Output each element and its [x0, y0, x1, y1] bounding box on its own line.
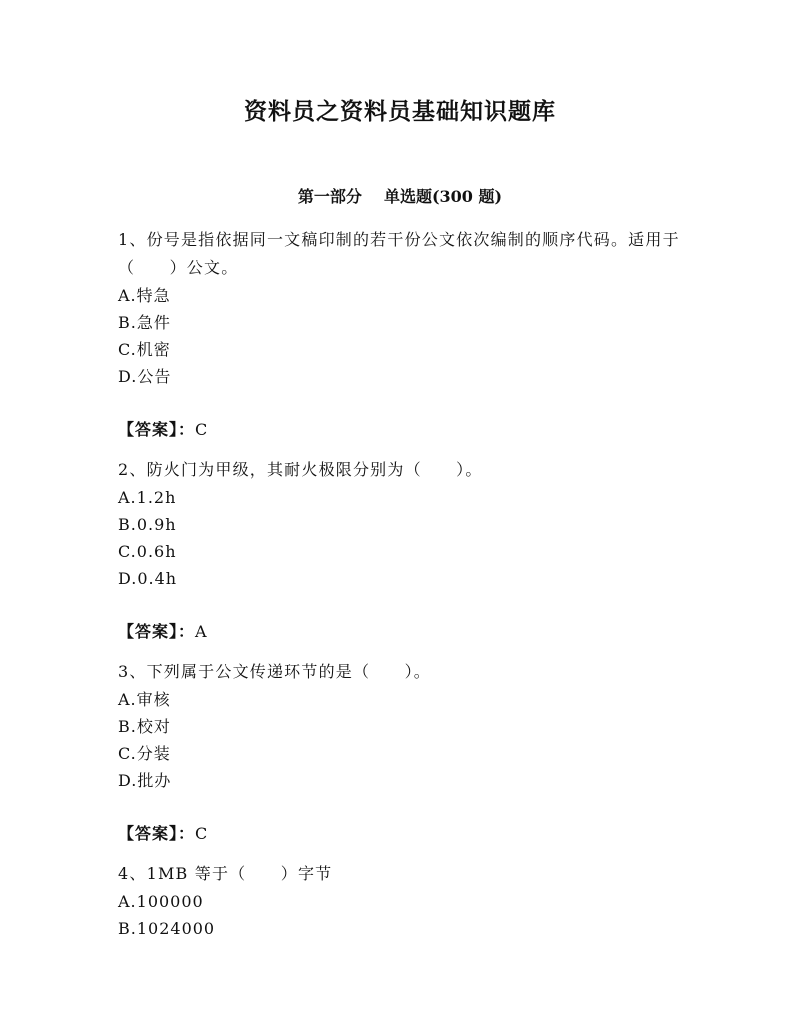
option-a: A.100000: [118, 892, 204, 911]
document-title: 资料员之资料员基础知识题库: [244, 98, 556, 125]
answer-line: [118, 620, 688, 644]
section-heading: [0, 184, 800, 207]
option-a: A.审核: [118, 690, 171, 709]
option-b: B.校对: [118, 717, 171, 736]
answer-label: 【答案】：: [118, 622, 196, 641]
question-text: 4、1MB 等于（ ）字节: [118, 864, 333, 883]
option-d: D.批办: [118, 771, 172, 790]
answer-label: 【答案】：: [118, 824, 196, 843]
option-c: C.0.6h: [118, 542, 177, 561]
section-title-text: 单选题(300 题): [383, 187, 503, 206]
question-4: [118, 860, 688, 942]
option-b: B.1024000: [118, 919, 216, 938]
option-c: C.分装: [118, 744, 171, 763]
option-c: C.机密: [118, 340, 171, 359]
answer-label: 【答案】：: [118, 420, 196, 439]
answer-line: [118, 822, 688, 846]
question-3: [118, 658, 688, 846]
question-text: 3、下列属于公文传递环节的是（ ）。: [118, 662, 431, 681]
question-list: [118, 226, 688, 942]
answer-value: C: [195, 824, 209, 843]
question-text: 2、防火门为甲级，其耐火极限分别为（ ）。: [118, 460, 483, 479]
section-part: 第一部分: [297, 187, 362, 206]
option-d: D.0.4h: [118, 569, 178, 588]
option-b: B.急件: [118, 313, 171, 332]
option-b: B.0.9h: [118, 515, 177, 534]
option-a: A.1.2h: [118, 488, 177, 507]
question-text: 1、份号是指依据同一文稿印制的若干份公文依次编制的顺序代码。适用于（ ）公文。: [118, 230, 680, 277]
option-d: D.公告: [118, 367, 172, 386]
question-1: [118, 226, 688, 442]
answer-value: A: [195, 622, 208, 641]
option-a: A.特急: [118, 286, 171, 305]
answer-line: [118, 418, 688, 442]
answer-value: C: [195, 420, 209, 439]
question-2: [118, 456, 688, 644]
